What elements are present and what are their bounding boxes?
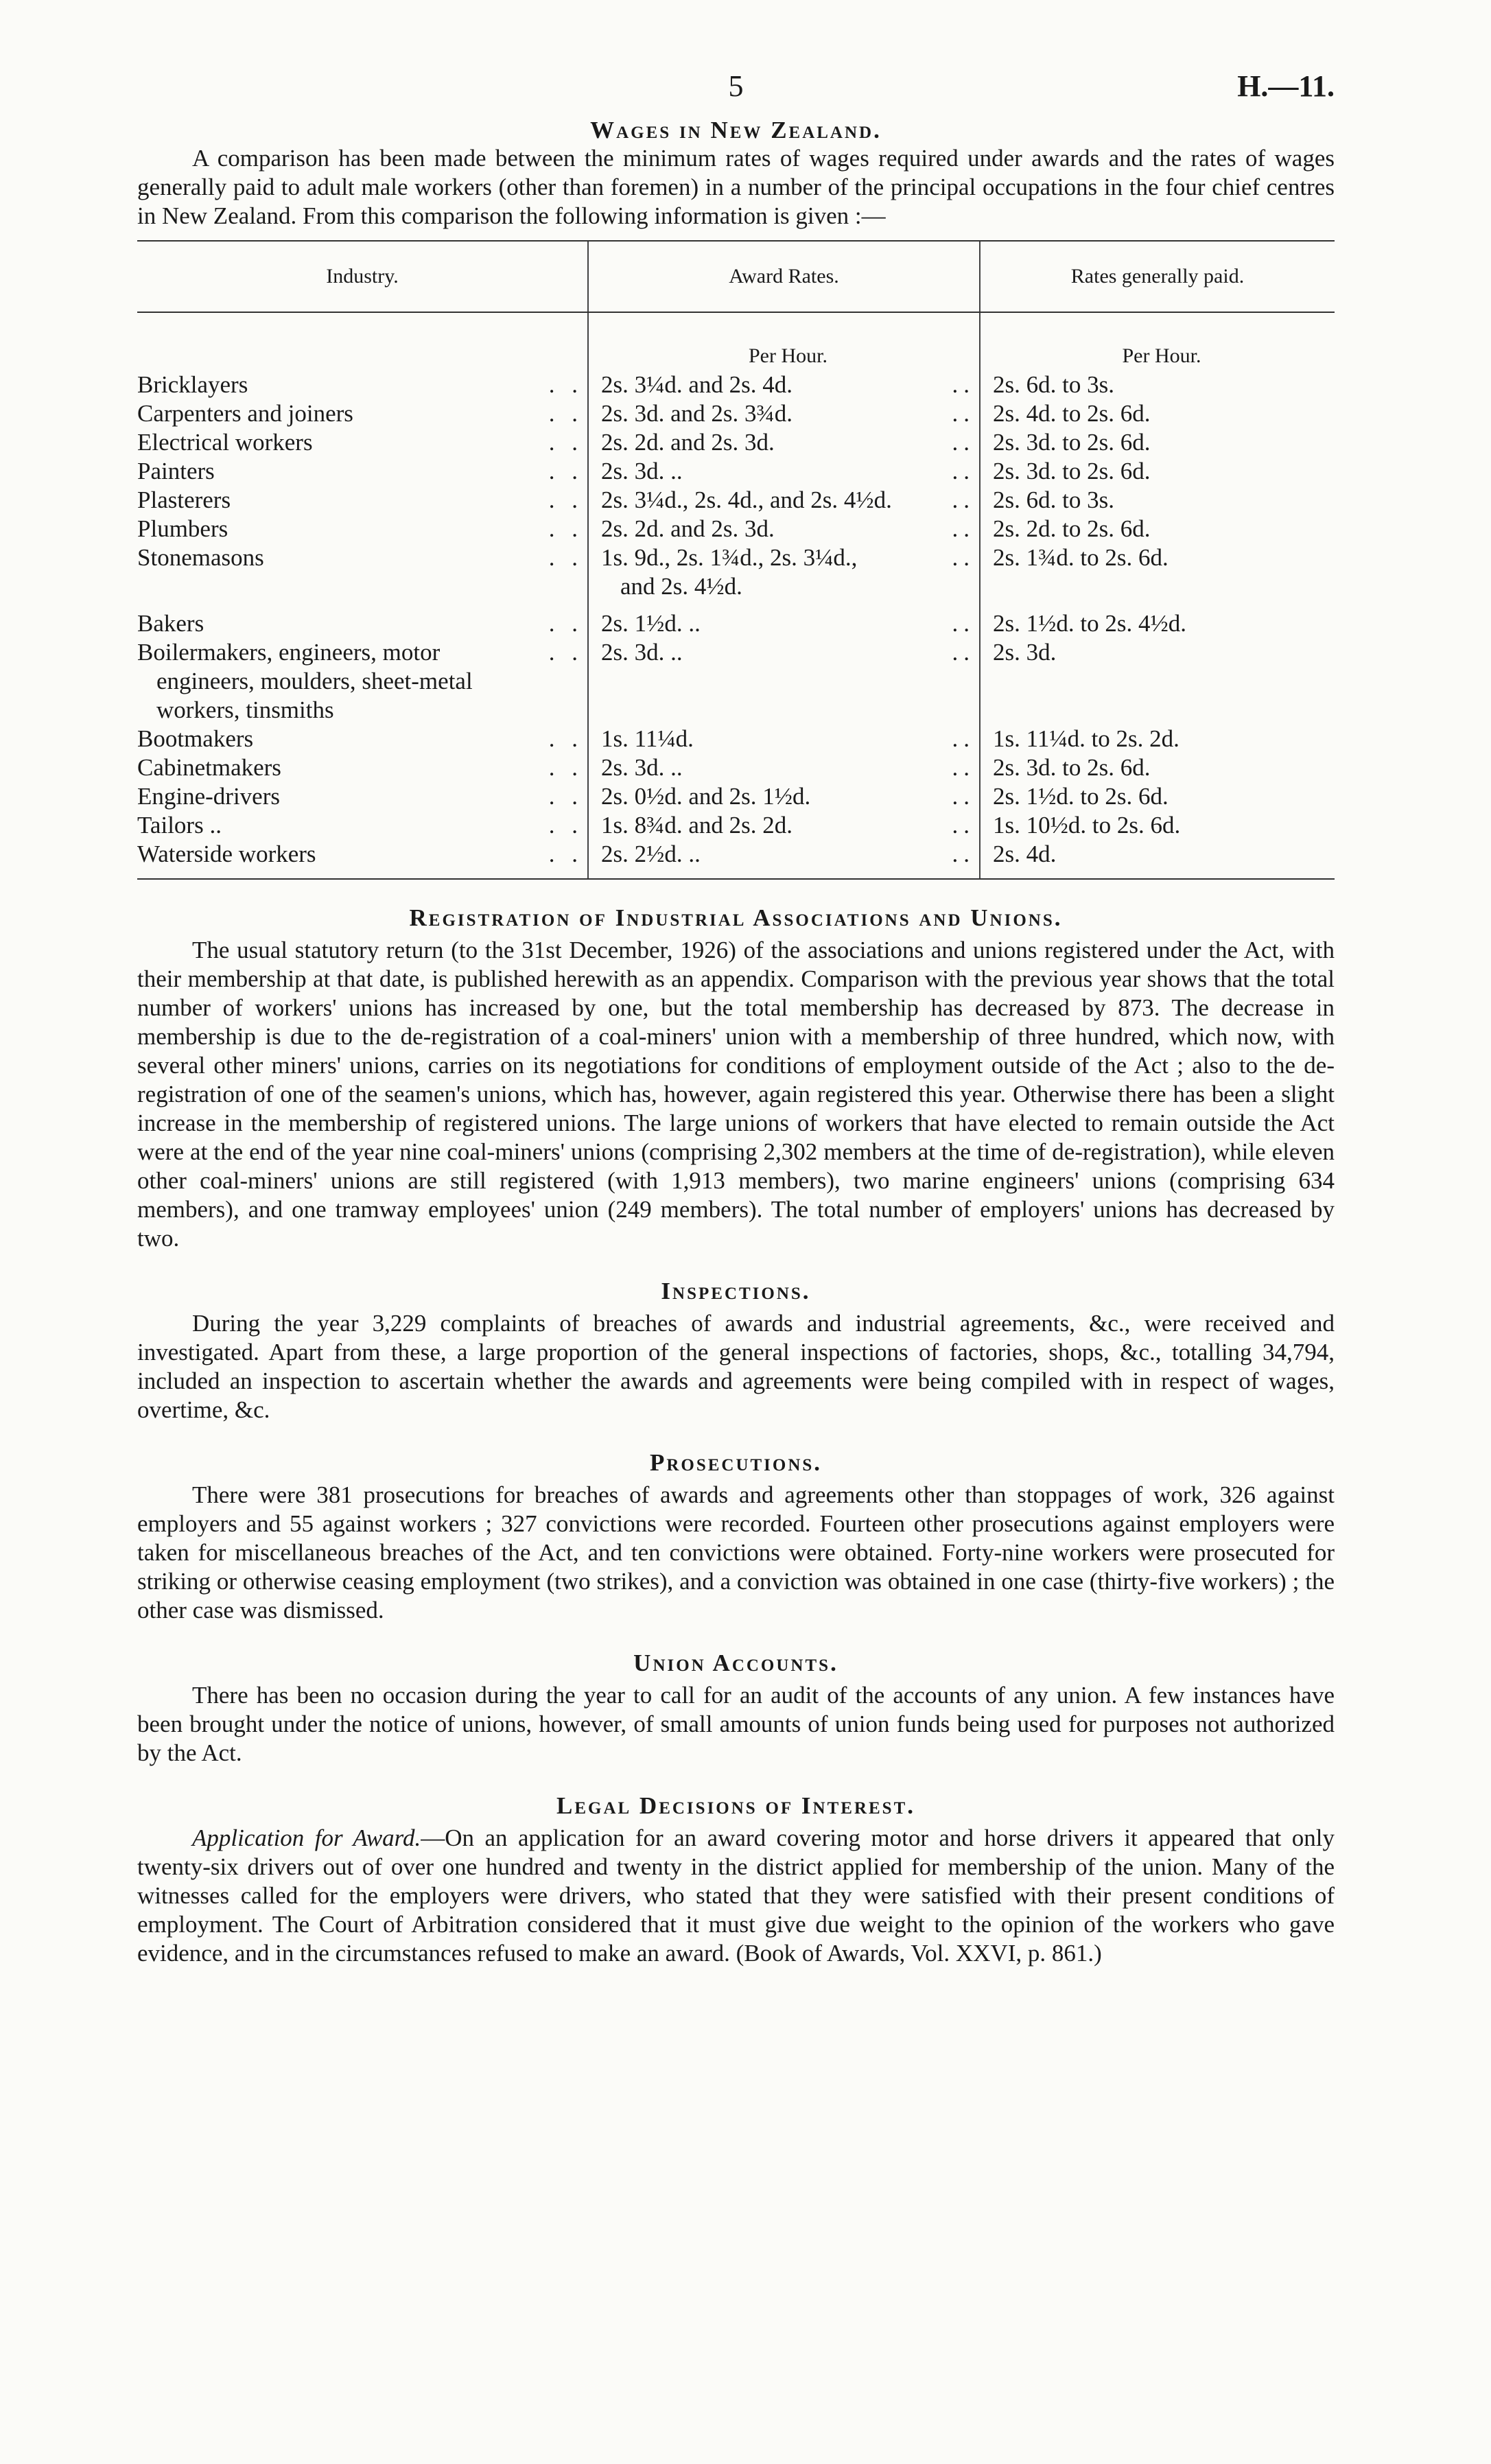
award-rate-continuation: and 2s. 4½d. [620,573,742,600]
table-row [137,638,1335,725]
leader-dots: . . [548,544,583,571]
leader-dots: .. [952,486,975,513]
award-rate-cell [588,725,980,753]
per-hour-award: Per Hour. [588,312,980,371]
industry-cell [137,782,588,811]
award-rate: 2s. 3d. and 2s. 3¾d. [601,400,793,427]
leader-dots: . . [548,639,583,666]
general-rate-cell: 2s. 6d. to 3s. [980,486,1335,515]
industry-name: Plumbers [137,515,228,542]
industry-cell [137,457,588,486]
award-rate: 1s. 11¼d. [601,725,694,752]
industry-name: Waterside workers [137,841,316,867]
legal-decision-body: —On an application for an award covering motor and horse drivers it appeared that only twenty-six drivers out of over one hundred and twenty in the district applied for membership of the union. Many of the witnesses called for the employers were drivers, who stated that they were satisfied with their present conditions of employment. The Court of Arbitration considered that it must give due weight to the opinion of the workers who gave evidence, and in the circumstances refused to make an award. (Book of Awards, Vol. XXVI, p. 861.) [137,1824,1335,1967]
industry-name: Boilermakers, engineers, motor [137,639,441,666]
award-rate-cell [588,638,980,725]
general-rate-cell: 2s. 2d. to 2s. 6d. [980,515,1335,543]
wages-table-body [137,312,1335,879]
award-rate: 2s. 3d. .. [601,458,683,484]
inspections-body: During the year 3,229 complaints of breaches of awards and industrial agreements, &c., were received and investigated. Apart from these, a large proportion of the general inspections of factories, shops, &c., totalling 34,794, included an inspection to ascertain whether the awards and agreements were being compiled with in respect of wages, overtime, &c. [137,1310,1335,1423]
table-row [137,515,1335,543]
union-accounts-title: Union Accounts. [633,1650,838,1676]
leader-dots: .. [952,458,975,484]
award-rate: 2s. 2d. and 2s. 3d. [601,515,775,542]
award-rate-cell [588,371,980,399]
general-rate-cell: 2s. 6d. to 3s. [980,371,1335,399]
award-rate-cell [588,601,980,638]
leader-dots: . . [548,458,583,484]
leader-dots: . . [548,400,583,427]
general-rate-cell: 2s. 4d. to 2s. 6d. [980,399,1335,428]
table-row [137,725,1335,753]
leader-dots: .. [952,639,975,666]
table-row [137,486,1335,515]
union-accounts-body: There has been no occasion during the year to call for an audit of the accounts of any union. A few instances have been brought under the notice of unions, however, of small amounts of union funds being used for purposes not authorized by the Act. [137,1682,1335,1766]
leader-dots: . . [548,841,583,867]
industry-cell [137,840,588,879]
leader-dots: .. [952,429,975,456]
industry-cell [137,515,588,543]
leader-dots: . . [548,783,583,810]
table-row [137,782,1335,811]
leader-dots: . . [548,754,583,781]
general-rate-cell: 2s. 1¾d. to 2s. 6d. [980,543,1335,601]
award-rate-cell [588,840,980,879]
award-rate-cell [588,782,980,811]
leader-dots: . . [548,371,583,398]
industry-name: Electrical workers [137,429,313,456]
leader-dots: .. [952,371,975,398]
award-rate: 2s. 2½d. .. [601,841,701,867]
legal-decision-lead: Application for Award. [192,1824,421,1851]
table-row [137,811,1335,840]
industry-cell [137,371,588,399]
award-rate-cell [588,811,980,840]
table-row [137,399,1335,428]
leader-dots: . . [548,429,583,456]
leader-dots: . . [548,725,583,752]
award-rate-cell [588,543,980,601]
industry-name: Painters [137,458,215,484]
industry-name: Bakers [137,610,204,637]
table-row [137,371,1335,399]
leader-dots: .. [952,725,975,752]
general-rate-cell: 1s. 10½d. to 2s. 6d. [980,811,1335,840]
leader-dots: .. [952,783,975,810]
industry-name: Cabinetmakers [137,754,281,781]
general-rate-cell: 2s. 4d. [980,840,1335,879]
wages-table-header [137,241,1335,312]
industry-name-continuation: engineers, moulders, sheet-metal [156,668,473,694]
per-hour-row [137,312,1335,371]
leader-dots: .. [952,610,975,637]
industry-cell [137,428,588,457]
industry-name: Bootmakers [137,725,254,752]
award-rate: 1s. 8¾d. and 2s. 2d. [601,812,793,838]
wages-intro: A comparison has been made between the minimum rates of wages required under awards and the rates of wages generally paid to adult male workers (other than foremen) in a number of the principal occupations in the four chief centres in New Zealand. From this comparison the following information is given :— [137,145,1335,229]
industry-name-continuation: workers, tinsmiths [156,696,334,723]
award-rate: 2s. 3d. .. [601,754,683,781]
col-award-rates: Award Rates. [588,241,980,312]
table-row [137,457,1335,486]
award-rate-cell [588,753,980,782]
table-row [137,601,1335,638]
general-rate-cell: 2s. 1½d. to 2s. 4½d. [980,601,1335,638]
industry-cell [137,638,588,725]
general-rate-cell: 2s. 3d. to 2s. 6d. [980,428,1335,457]
per-hour-general: Per Hour. [980,312,1335,371]
award-rate-cell [588,399,980,428]
general-rate-cell: 2s. 1½d. to 2s. 6d. [980,782,1335,811]
table-row [137,753,1335,782]
legal-decisions-title: Legal Decisions of Interest. [556,1792,915,1819]
industry-name: Carpenters and joiners [137,400,353,427]
table-row [137,428,1335,457]
industry-cell [137,725,588,753]
industry-name: Stonemasons [137,544,264,571]
award-rate-cell [588,515,980,543]
document-page [137,62,1335,1968]
award-rate: 2s. 2d. and 2s. 3d. [601,429,775,456]
leader-dots: .. [952,812,975,838]
industry-cell [137,486,588,515]
award-rate: 2s. 3d. .. [601,639,683,666]
leader-dots: .. [952,400,975,427]
industry-cell [137,399,588,428]
registration-title: Registration of Industrial Associations and Unions. [409,904,1063,931]
leader-dots: . . [548,812,583,838]
industry-cell [137,753,588,782]
leader-dots: . . [548,610,583,637]
wages-table [137,240,1335,880]
industry-name: Tailors .. [137,812,222,838]
legal-decision-paragraph [137,1824,1335,1968]
inspections-title: Inspections. [661,1278,811,1304]
leader-dots: .. [952,754,975,781]
general-rate-cell: 2s. 3d. [980,638,1335,725]
industry-cell [137,601,588,638]
prosecutions-body: There were 381 prosecutions for breaches of awards and agreements other than stoppages of work, 326 against employers and 55 against workers ; 327 convictions were recorded. Fourteen other prosecutions against employers were taken for miscellaneous breaches of the Act, and ten convictions were obtained. Forty-nine workers were prosecuted for striking or otherwise ceasing employment (two strikes), and a conviction was obtained in one case (thirty-five workers) ; the other case was dismissed. [137,1481,1335,1623]
award-rate: 2s. 1½d. .. [601,610,701,637]
leader-dots: .. [952,515,975,542]
wages-title: Wages in New Zealand. [590,117,882,143]
table-row [137,543,1335,601]
award-rate-cell [588,486,980,515]
industry-name: Engine-drivers [137,783,280,810]
industry-name: Plasterers [137,486,231,513]
table-row [137,840,1335,879]
industry-cell [137,811,588,840]
col-rates-generally-paid: Rates generally paid. [980,241,1335,312]
col-industry: Industry. [137,241,588,312]
general-rate-cell: 1s. 11¼d. to 2s. 2d. [980,725,1335,753]
prosecutions-title: Prosecutions. [649,1449,823,1476]
award-rate: 2s. 0½d. and 2s. 1½d. [601,783,811,810]
award-rate: 2s. 3¼d. and 2s. 4d. [601,371,793,398]
document-code: H.—11. [1237,69,1335,103]
leader-dots: . . [548,515,583,542]
leader-dots: . . [548,486,583,513]
general-rate-cell: 2s. 3d. to 2s. 6d. [980,753,1335,782]
industry-cell [137,543,588,601]
page-number: 5 [728,69,744,103]
general-rate-cell: 2s. 3d. to 2s. 6d. [980,457,1335,486]
industry-name: Bricklayers [137,371,248,398]
leader-dots: .. [952,841,975,867]
page-header [137,62,1335,117]
award-rate-cell [588,457,980,486]
award-rate: 2s. 3¼d., 2s. 4d., and 2s. 4½d. [601,486,892,513]
award-rate: 1s. 9d., 2s. 1¾d., 2s. 3¼d., [601,544,858,571]
leader-dots: .. [952,544,975,571]
registration-body: The usual statutory return (to the 31st December, 1926) of the associations and unions registered under the Act, with their membership at that date, is published herewith as an appendix. Comparison with the previous year shows that the total number of workers' unions has increased by one, but the total membership has decreased by 873. The decrease in membership is due to the de-registration of a coal-miners' union with a membership of three hundred, which now, with several other miners' unions, carries on its negotiations for conditions of employment outside of the Act ; also to the de-registration of one of the seamen's unions, which has, however, again registered this year. Otherwise there has been a slight increase in the membership of registered unions. The large unions of workers that have elected to remain outside the Act were at the end of the year nine coal-miners' unions (comprising 2,302 members at the time of de-registration), while eleven other coal-miners' unions are still registered (with 1,913 members), two marine engineers' unions (comprising 634 members), and one tramway employees' union (249 members). The total number of employers' unions has decreased by two. [137,937,1335,1252]
award-rate-cell [588,428,980,457]
